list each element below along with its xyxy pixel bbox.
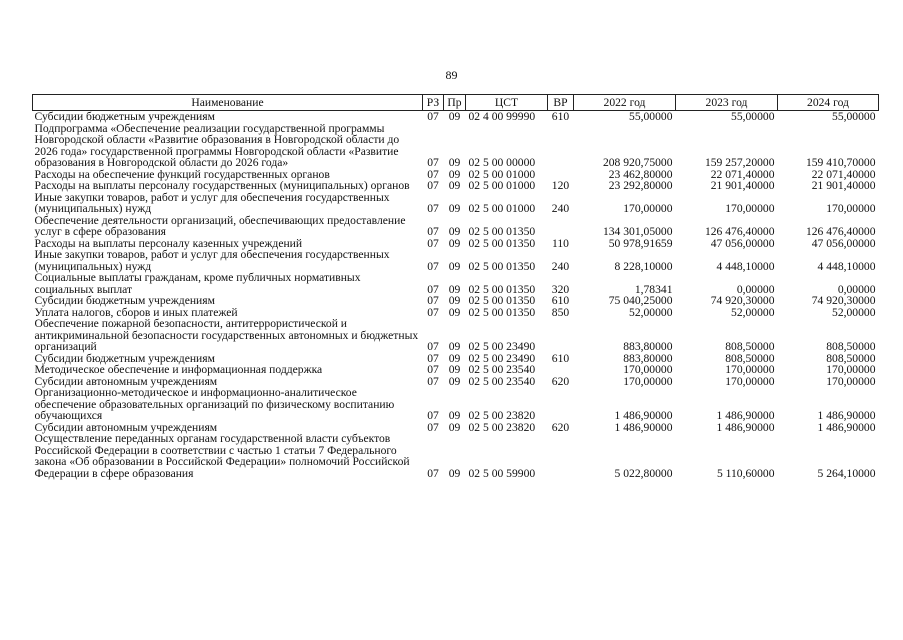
row-pr: 09 [448, 110, 461, 123]
header-cst: ЦСТ [466, 95, 548, 111]
row-rz: 07 [427, 363, 439, 376]
row-cst: 02 5 00 23820 [468, 420, 536, 434]
row-value-2024: 4 448,10000 [817, 259, 876, 273]
row-value-2022: 170,00000 [623, 202, 673, 215]
row-value-2024: 22 071,40000 [811, 167, 876, 181]
row-value-2024: 170,00000 [826, 202, 876, 215]
table-body [33, 111, 879, 480]
row-name: Обеспечение деятельности организаций, обеспечивающих предоставление услуг в сфере образования [34, 213, 406, 238]
row-value-2024: 159 410,70000 [805, 156, 876, 169]
row-value-2022: 883,80000 [623, 340, 673, 353]
row-cst: 02 5 00 23820 [468, 409, 536, 422]
row-rz: 07 [427, 259, 439, 273]
row-value-2022: 170,00000 [623, 374, 673, 388]
row-vr: 620 [551, 420, 570, 434]
row-vr [548, 123, 574, 169]
row-cst: 02 5 00 01350 [468, 225, 536, 238]
row-value-2023: 808,50000 [725, 351, 775, 365]
header-year-2024: 2024 год [778, 95, 879, 111]
row-value-2024: 170,00000 [826, 374, 876, 388]
row-value-2022: 52,00000 [629, 305, 673, 319]
row-pr: 09 [448, 374, 461, 388]
row-pr: 09 [448, 351, 461, 365]
row-vr: 850 [551, 305, 570, 319]
row-value-2022: 1 486,90000 [614, 420, 673, 434]
row-value-2022: 55,00000 [629, 110, 673, 123]
row-value-2023: 170,00000 [725, 202, 775, 215]
header-pr: Пр [444, 95, 466, 111]
row-value-2023: 0,00000 [736, 282, 775, 296]
row-cst: 02 5 00 01350 [468, 282, 536, 296]
row-vr [548, 215, 574, 238]
row-pr: 09 [448, 202, 461, 215]
row-pr: 09 [448, 156, 461, 169]
row-rz: 07 [427, 466, 439, 480]
row-name: Осуществление переданных органам государственной власти субъектов Российской Федерации в соответствии с частью 1 статьи 7 Федерального закона «Об образовании в Российской Федерации» полномочий Российской Федерации в сфере образования [34, 432, 410, 480]
row-name: Субсидии бюджетным учреждениям [34, 351, 215, 365]
row-vr [548, 318, 574, 353]
row-pr: 09 [448, 167, 461, 181]
row-value-2023: 159 257,20000 [704, 156, 775, 169]
row-name: Организационно-методическое и информационно-аналитическое обеспечение образовательных организаций по физическому воспитанию обучающихся [34, 386, 395, 422]
row-value-2022: 50 978,91659 [608, 236, 673, 250]
row-value-2022: 208 920,75000 [602, 156, 673, 169]
table-row [33, 111, 879, 123]
row-rz: 07 [427, 294, 439, 307]
row-value-2024: 52,00000 [832, 305, 876, 319]
table-row [33, 295, 879, 307]
row-vr [548, 387, 574, 422]
row-name: Расходы на обеспечение функций государственных органов [34, 167, 330, 181]
row-pr: 09 [448, 409, 461, 422]
row-vr: 240 [551, 202, 570, 215]
table-row [33, 387, 879, 422]
row-value-2023: 126 476,40000 [704, 225, 775, 238]
row-cst: 02 5 00 00000 [468, 156, 536, 169]
header-year-2023: 2023 год [676, 95, 778, 111]
row-cst: 02 5 00 01000 [468, 167, 536, 181]
row-name: Социальные выплаты гражданам, кроме публичных нормативных социальных выплат [34, 271, 361, 296]
row-value-2023: 1 486,90000 [716, 420, 775, 434]
row-pr: 09 [448, 294, 461, 307]
header-vr: ВР [548, 95, 574, 111]
row-pr: 09 [448, 363, 461, 376]
row-value-2023: 21 901,40000 [710, 179, 775, 192]
row-vr: 120 [551, 179, 570, 192]
row-pr: 09 [448, 259, 461, 273]
row-cst: 02 5 00 01000 [468, 179, 536, 192]
row-rz: 07 [427, 156, 439, 169]
row-value-2023: 52,00000 [731, 305, 775, 319]
row-pr: 09 [448, 225, 461, 238]
row-vr: 610 [551, 294, 570, 307]
row-value-2023: 74 920,30000 [710, 294, 775, 307]
table-row [33, 272, 879, 295]
row-rz: 07 [427, 409, 439, 422]
row-name: Уплата налогов, сборов и иных платежей [34, 305, 238, 319]
table-row [33, 364, 879, 376]
row-rz: 07 [427, 340, 439, 353]
row-vr [548, 364, 574, 376]
row-cst: 02 4 00 99990 [468, 110, 536, 123]
row-vr: 110 [552, 236, 569, 250]
row-cst: 02 5 00 23490 [468, 351, 536, 365]
row-pr: 09 [448, 466, 461, 480]
row-rz: 07 [427, 225, 439, 238]
row-value-2023: 4 448,10000 [716, 259, 775, 273]
row-name: Обеспечение пожарной безопасности, антитеррористической и антикриминальной безопасности государственных автономных и бюджетных организаций [34, 317, 419, 353]
table-row [33, 318, 879, 353]
row-pr: 09 [448, 236, 461, 250]
row-rz: 07 [427, 351, 439, 365]
row-name: Методическое обеспечение и информационная поддержка [34, 363, 323, 376]
row-rz: 07 [427, 282, 439, 296]
row-pr: 09 [448, 282, 461, 296]
row-name: Субсидии бюджетным учреждениям [34, 110, 215, 123]
row-value-2023: 55,00000 [731, 110, 775, 123]
row-cst: 02 5 00 59900 [468, 466, 536, 480]
row-cst: 02 5 00 01350 [468, 236, 536, 250]
header-rz: РЗ [423, 95, 444, 111]
table-row [33, 215, 879, 238]
row-value-2024: 808,50000 [826, 351, 876, 365]
row-vr: 610 [551, 110, 570, 123]
budget-table [32, 94, 879, 479]
table-row [33, 192, 879, 215]
row-vr: 620 [551, 374, 570, 388]
row-value-2022: 883,80000 [623, 351, 673, 365]
row-value-2022: 23 292,80000 [608, 179, 673, 192]
row-value-2024: 47 056,00000 [811, 236, 876, 250]
row-value-2024: 5 264,10000 [817, 466, 876, 480]
row-vr: 240 [551, 259, 570, 273]
header-year-2022: 2022 год [574, 95, 676, 111]
row-rz: 07 [427, 110, 439, 123]
row-pr: 09 [448, 420, 461, 434]
row-name: Субсидии автономным учреждениям [34, 420, 218, 434]
row-value-2024: 808,50000 [826, 340, 876, 353]
row-value-2024: 170,00000 [826, 363, 876, 376]
row-value-2022: 1,78341 [634, 282, 673, 296]
row-pr: 09 [448, 179, 461, 192]
row-value-2024: 1 486,90000 [817, 409, 876, 422]
row-name: Иные закупки товаров, работ и услуг для обеспечения государственных (муниципальных) нужд [34, 248, 390, 273]
row-value-2022: 1 486,90000 [614, 409, 673, 422]
row-value-2023: 170,00000 [725, 363, 775, 376]
row-value-2022: 134 301,05000 [602, 225, 673, 238]
row-vr: 320 [551, 282, 570, 296]
row-value-2024: 55,00000 [832, 110, 876, 123]
row-value-2024: 126 476,40000 [805, 225, 876, 238]
row-name: Расходы на выплаты персоналу казенных учреждений [34, 236, 303, 250]
header-name: Наименование [33, 95, 423, 111]
row-name: Расходы на выплаты персоналу государственных (муниципальных) органов [34, 179, 410, 192]
row-name: Подпрограмма «Обеспечение реализации государственной программы Новгородской области «Развитие образования в Новгородской области до 2026 года» государственной программы Новгородской области «Развитие образования в Новгородской области до 2026 года» [34, 121, 400, 169]
row-cst: 02 5 00 01000 [468, 202, 536, 215]
row-rz: 07 [427, 236, 439, 250]
row-value-2023: 5 110,60000 [716, 466, 775, 480]
row-rz: 07 [427, 305, 439, 319]
row-cst: 02 5 00 01350 [468, 294, 536, 307]
row-cst: 02 5 00 23540 [468, 374, 536, 388]
table-row [33, 123, 879, 169]
table-row [33, 433, 879, 479]
row-value-2022: 75 040,25000 [608, 294, 673, 307]
row-value-2024: 1 486,90000 [817, 420, 876, 434]
row-rz: 07 [427, 179, 439, 192]
row-rz: 07 [427, 374, 439, 388]
row-value-2022: 5 022,80000 [614, 466, 673, 480]
row-name: Иные закупки товаров, работ и услуг для обеспечения государственных (муниципальных) нужд [34, 190, 390, 215]
row-value-2023: 808,50000 [725, 340, 775, 353]
row-rz: 07 [427, 202, 439, 215]
row-value-2022: 170,00000 [623, 363, 673, 376]
row-value-2024: 74 920,30000 [811, 294, 876, 307]
row-value-2023: 22 071,40000 [710, 167, 775, 181]
row-value-2022: 23 462,80000 [608, 167, 673, 181]
table-header-row [33, 95, 879, 111]
row-value-2022: 8 228,10000 [614, 259, 673, 273]
row-vr [548, 433, 574, 479]
row-name: Субсидии автономным учреждениям [34, 374, 218, 388]
page-number: 89 [445, 68, 458, 82]
row-value-2024: 21 901,40000 [811, 179, 876, 192]
row-pr: 09 [448, 305, 461, 319]
row-value-2023: 47 056,00000 [710, 236, 775, 250]
row-pr: 09 [448, 340, 461, 353]
table-row [33, 249, 879, 272]
row-value-2023: 170,00000 [725, 374, 775, 388]
row-rz: 07 [427, 167, 439, 181]
row-rz: 07 [427, 420, 439, 434]
row-cst: 02 5 00 23490 [468, 340, 536, 353]
row-cst: 02 5 00 01350 [468, 305, 536, 319]
row-value-2023: 1 486,90000 [716, 409, 775, 422]
row-name: Субсидии бюджетным учреждениям [34, 294, 215, 307]
row-vr: 610 [551, 351, 570, 365]
row-cst: 02 5 00 23540 [468, 363, 536, 376]
row-cst: 02 5 00 01350 [468, 259, 536, 273]
table-row [33, 180, 879, 192]
row-value-2024: 0,00000 [837, 282, 876, 296]
